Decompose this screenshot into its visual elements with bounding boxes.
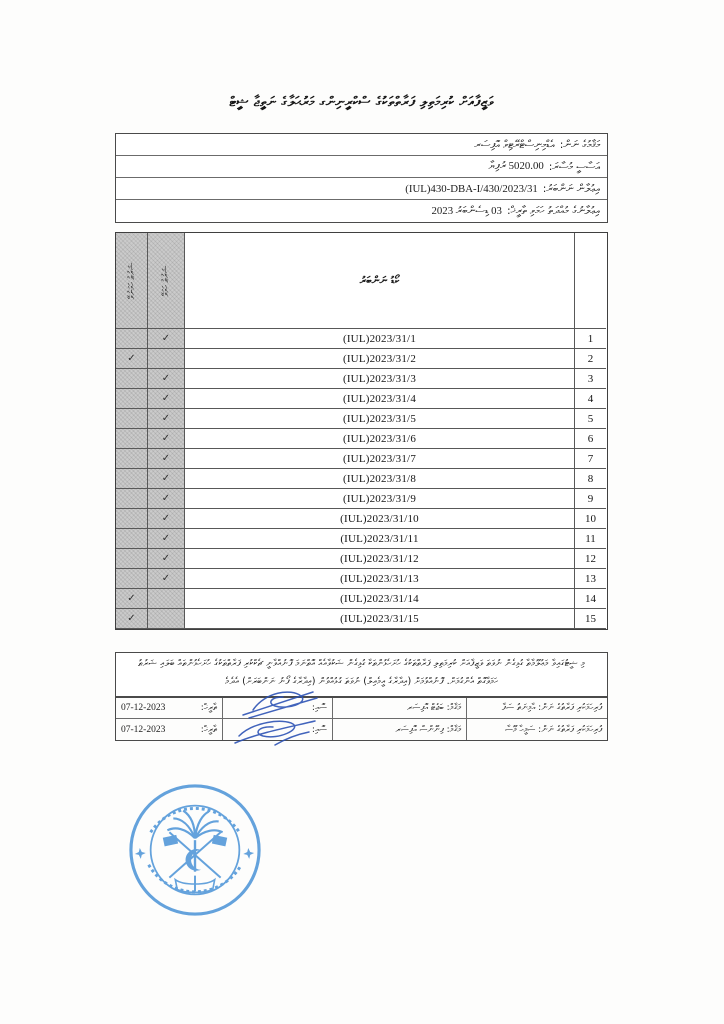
code-cell	[185, 569, 575, 589]
row-number: 1	[587, 332, 594, 345]
applicant-code: (IUL)2023/31/7	[342, 452, 417, 465]
met-cell	[148, 429, 185, 449]
index-cell	[575, 589, 606, 609]
row-number: 12	[585, 552, 596, 565]
signature-label: ސޮއި:	[311, 724, 327, 735]
code-cell	[185, 509, 575, 529]
met-cell	[148, 389, 185, 409]
met-cell	[148, 349, 185, 369]
applicant-code: (IUL)2023/31/1	[342, 332, 417, 345]
position-cell	[333, 698, 467, 718]
name-value: އާމިނަތު ސަފާ	[501, 703, 536, 713]
code-number-label: ކޯޑު ނަންބަރު	[359, 273, 400, 287]
palm-tree-fronds	[167, 811, 222, 839]
row-number: 7	[587, 452, 594, 465]
signature-table	[115, 697, 608, 741]
met-cell	[148, 609, 185, 629]
date-value: 07-12-2023	[121, 703, 166, 713]
applicant-code: (IUL)2023/31/11	[340, 532, 419, 545]
position-info-table	[115, 133, 608, 223]
not-met-cell	[116, 429, 148, 449]
not-met-cell	[116, 409, 148, 429]
name-cell	[467, 698, 607, 718]
signature-cell	[223, 719, 333, 740]
date-cell	[116, 698, 223, 718]
met-cell	[148, 329, 185, 349]
criteria-not-met-label: ޝަރުޠު ހަމަނުވޭ	[126, 262, 137, 299]
index-cell	[575, 549, 606, 569]
not-met-cell	[116, 369, 148, 389]
row-number: 2	[587, 352, 594, 365]
signature-row-1	[116, 698, 607, 719]
met-checkmark: ✓	[161, 332, 171, 344]
index-cell	[575, 449, 606, 469]
flag-right	[212, 835, 227, 847]
name-value: ސަމީހާ މޫސާ	[504, 724, 536, 735]
not-met-cell	[116, 529, 148, 549]
code-cell	[185, 489, 575, 509]
row-number: 11	[585, 532, 596, 545]
applicant-code: (IUL)2023/31/12	[340, 552, 419, 565]
index-cell	[575, 389, 606, 409]
code-cell	[185, 529, 575, 549]
position-value: ފިނޭންސް އޮފިސަރ	[395, 724, 444, 735]
code-cell	[185, 369, 575, 389]
code-cell	[185, 349, 575, 369]
deadline-date-label: އިޢުލާނުގެ މުއްދަތު ހަމަވި ތާރީޚް:	[506, 204, 600, 217]
met-checkmark: ✓	[161, 492, 171, 504]
name-label: ފުރިހަމަކުރި ފަރާތުގެ ނަން:	[538, 724, 602, 735]
row-number: 15	[585, 612, 596, 625]
code-cell	[185, 469, 575, 489]
position-name-value: އެޑްމިނިސްޓްރޭޓިވް އޮފިސަރ	[474, 137, 555, 151]
row-number: 14	[585, 592, 596, 605]
code-cell	[185, 589, 575, 609]
position-value: ބަޖެޓް އޮފިސަރ	[407, 703, 444, 713]
index-cell	[575, 349, 606, 369]
flag-left	[163, 835, 178, 847]
code-cell	[185, 609, 575, 629]
date-label: ތާރީޚް:	[200, 703, 217, 713]
applicant-code: (IUL)2023/31/6	[342, 432, 417, 445]
index-cell	[575, 429, 606, 449]
met-cell	[148, 509, 185, 529]
basic-salary-value: 5020.00 ރުފިޔާ	[488, 160, 544, 172]
applicant-code: (IUL)2023/31/3	[342, 372, 417, 385]
not-met-cell	[116, 589, 148, 609]
met-checkmark: ✓	[161, 572, 171, 584]
met-checkmark: ✓	[161, 512, 171, 524]
code-cell	[185, 429, 575, 449]
row-number: 4	[587, 392, 594, 405]
not-met-cell	[116, 349, 148, 369]
screening-result-table	[115, 232, 608, 630]
not-met-cell	[116, 549, 148, 569]
official-seal-stamp	[126, 781, 264, 919]
index-cell	[575, 569, 606, 589]
met-checkmark: ✓	[161, 412, 171, 424]
index-cell	[575, 409, 606, 429]
met-cell	[148, 569, 185, 589]
position-cell	[333, 719, 467, 740]
page-title: ވަޒީފާއަށް ކުރިމަތިލި ފަރާތްތަކުގެ ސްކްރީނިންގ މަރުޙަލާގެ ނަތީޖާ ޝީޓް	[229, 94, 494, 110]
header-criteria-not-met	[116, 233, 148, 329]
met-cell	[148, 489, 185, 509]
code-cell	[185, 549, 575, 569]
announcement-number-value: (IUL)430-DBA-I/430/2023/31	[405, 182, 538, 195]
header-criteria-met	[148, 233, 185, 329]
row-number: 9	[587, 492, 594, 505]
position-label: މަޤާމް:	[446, 703, 461, 713]
met-cell	[148, 549, 185, 569]
applicant-code: (IUL)2023/31/8	[342, 472, 417, 485]
signature-label: ސޮއި:	[311, 703, 327, 713]
date-label: ތާރީޚް:	[200, 724, 217, 735]
met-checkmark: ✓	[161, 432, 171, 444]
applicant-code: (IUL)2023/31/2	[342, 352, 417, 365]
row-number: 5	[587, 412, 594, 425]
position-name-label: މަޤާމުގެ ނަން:	[559, 137, 600, 151]
row-number: 6	[587, 432, 594, 445]
row-number: 10	[585, 512, 596, 525]
info-row-basic-salary	[116, 156, 607, 178]
row-number: 13	[585, 572, 596, 585]
met-checkmark: ✓	[161, 472, 171, 484]
deadline-date-value: 03 ޑިސެންބަރު 2023	[431, 204, 502, 217]
met-cell	[148, 449, 185, 469]
header-code-number	[185, 233, 575, 329]
met-cell	[148, 409, 185, 429]
index-cell	[575, 529, 606, 549]
applicant-code: (IUL)2023/31/15	[340, 612, 419, 625]
signature-cell	[223, 698, 333, 718]
basic-salary-label: އަސާސީ މުސާރަ:	[548, 159, 600, 173]
announcement-number-label: އިޢުލާން ނަންބަރު:	[542, 181, 600, 195]
met-checkmark: ✓	[161, 452, 171, 464]
code-cell	[185, 449, 575, 469]
not-met-cell	[116, 569, 148, 589]
code-cell	[185, 409, 575, 429]
info-row-deadline-date	[116, 200, 607, 222]
signature-row-2	[116, 719, 607, 740]
not-met-checkmark: ✓	[127, 352, 136, 364]
met-checkmark: ✓	[161, 532, 171, 544]
applicant-code: (IUL)2023/31/14	[340, 592, 419, 605]
position-label: މަޤާމް:	[446, 724, 461, 735]
row-number: 3	[587, 372, 594, 385]
not-met-checkmark: ✓	[127, 592, 136, 604]
complaints-note: މި ޝީޓުގައިވާ މަޢުލޫމާތާ ގުޅިގެން ނުވަތަ ވަޒީފާއަށް ކުރިމަތިލި ފަރާތްތަކުގެ ހުށަހެޅުންތަކާ ގުޅިގެން ޝަކުވާއެއް އޮތްނަމަ ފޮނުއްވާނީ ޗެކްކުރި ފަރާތްތަކުގެ ހުށަހެޅުންތައް ބަލައި ޝަރުޠު ހަމަވާގޮތް އެންގުމަށް. ފޮނުއްވުމަށް (އިދާރާގެ އީމެއިލް) ނުވަތަ ގުޅުއްވުން (އިދާރާގެ ފޯނު ނަންބަރަށް) އެދެމެ	[115, 652, 608, 697]
date-value: 07-12-2023	[121, 724, 166, 735]
met-cell	[148, 369, 185, 389]
applicant-code: (IUL)2023/31/9	[342, 492, 417, 505]
row-number: 8	[587, 472, 594, 485]
applicant-code: (IUL)2023/31/10	[340, 512, 419, 525]
not-met-cell	[116, 389, 148, 409]
index-cell	[575, 329, 606, 349]
not-met-cell	[116, 329, 148, 349]
met-cell	[148, 589, 185, 609]
applicant-code: (IUL)2023/31/5	[342, 412, 417, 425]
applicant-code: (IUL)2023/31/13	[340, 572, 419, 585]
met-checkmark: ✓	[161, 392, 171, 404]
name-label: ފުރިހަމަކުރި ފަރާތުގެ ނަން:	[538, 703, 602, 713]
applicant-code: (IUL)2023/31/4	[342, 392, 417, 405]
info-row-position-name	[116, 134, 607, 156]
index-cell	[575, 369, 606, 389]
not-met-cell	[116, 509, 148, 529]
met-checkmark: ✓	[161, 372, 171, 384]
date-cell	[116, 719, 223, 740]
name-cell	[467, 719, 607, 740]
not-met-cell	[116, 609, 148, 629]
index-cell	[575, 489, 606, 509]
index-cell	[575, 609, 606, 629]
not-met-cell	[116, 469, 148, 489]
not-met-checkmark: ✓	[127, 612, 136, 624]
code-cell	[185, 329, 575, 349]
header-row-index	[575, 233, 606, 329]
stamp-star-left	[135, 848, 146, 859]
info-row-announcement-number	[116, 178, 607, 200]
code-cell	[185, 389, 575, 409]
met-cell	[148, 469, 185, 489]
index-cell	[575, 469, 606, 489]
not-met-cell	[116, 489, 148, 509]
index-cell	[575, 509, 606, 529]
stamp-star-right	[243, 848, 254, 859]
met-checkmark: ✓	[161, 552, 171, 564]
criteria-met-label: ޝަރުޠު ހަމަވޭ	[161, 265, 171, 296]
met-cell	[148, 529, 185, 549]
not-met-cell	[116, 449, 148, 469]
